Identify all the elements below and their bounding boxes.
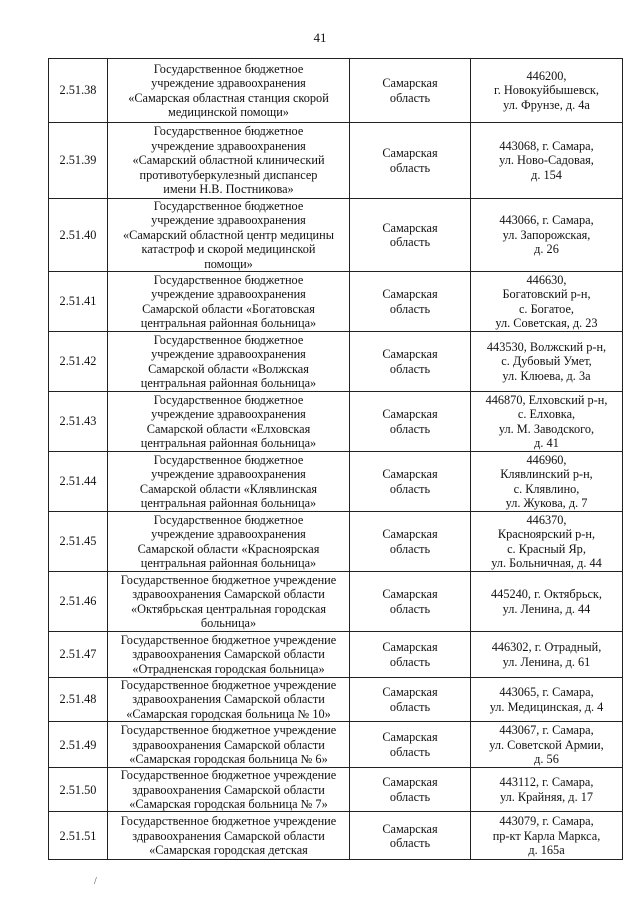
- region-name: Самарская область: [350, 272, 471, 332]
- institutions-table: [48, 58, 623, 860]
- institution-name: Государственное бюджетное учреждение здравоохранения Самарской области «Самарская городская больница № 6»: [108, 722, 350, 768]
- table-row: [49, 572, 623, 632]
- institution-name: Государственное бюджетное учреждение здравоохранения «Самарский областной центр медицины катастроф и скорой медицинской помощи»: [108, 199, 350, 272]
- row-number: 2.51.44: [49, 452, 108, 512]
- institution-address: 446200, г. Новокуйбышевск, ул. Фрунзе, д. 4а: [471, 59, 623, 123]
- institution-name: Государственное бюджетное учреждение здравоохранения Самарской области «Самарская городская больница № 10»: [108, 678, 350, 722]
- region-name: Самарская область: [350, 59, 471, 123]
- row-number: 2.51.51: [49, 812, 108, 860]
- row-number: 2.51.48: [49, 678, 108, 722]
- region-name: Самарская область: [350, 332, 471, 392]
- institution-name: Государственное бюджетное учреждение здравоохранения Самарской области «Елховская центральная районная больница»: [108, 392, 350, 452]
- region-name: Самарская область: [350, 768, 471, 812]
- row-number: 2.51.49: [49, 722, 108, 768]
- region-name: Самарская область: [350, 392, 471, 452]
- institution-name: Государственное бюджетное учреждение здравоохранения Самарской области «Октябрьская центральная городская больница»: [108, 572, 350, 632]
- institution-name: Государственное бюджетное учреждение здравоохранения Самарской области «Волжская центральная районная больница»: [108, 332, 350, 392]
- table-row: [49, 722, 623, 768]
- row-number: 2.51.39: [49, 123, 108, 199]
- region-name: Самарская область: [350, 572, 471, 632]
- institution-name: Государственное бюджетное учреждение здравоохранения Самарской области «Богатовская центральная районная больница»: [108, 272, 350, 332]
- region-name: Самарская область: [350, 632, 471, 678]
- table-row: [49, 272, 623, 332]
- region-name: Самарская область: [350, 512, 471, 572]
- institution-address: 446302, г. Отрадный, ул. Ленина, д. 61: [471, 632, 623, 678]
- institution-name: Государственное бюджетное учреждение здравоохранения «Самарская областная станция скорой медицинской помощи»: [108, 59, 350, 123]
- row-number: 2.51.47: [49, 632, 108, 678]
- institution-name: Государственное бюджетное учреждение здравоохранения Самарской области «Отрадненская городская больница»: [108, 632, 350, 678]
- institution-address: 443066, г. Самара, ул. Запорожская, д. 26: [471, 199, 623, 272]
- institution-address: 443067, г. Самара, ул. Советской Армии, д. 56: [471, 722, 623, 768]
- row-number: 2.51.40: [49, 199, 108, 272]
- region-name: Самарская область: [350, 678, 471, 722]
- institution-name: Государственное бюджетное учреждение здравоохранения Самарской области «Клявлинская центральная районная больница»: [108, 452, 350, 512]
- region-name: Самарская область: [350, 199, 471, 272]
- table-row: [49, 123, 623, 199]
- table-body: [49, 59, 623, 860]
- institution-address: 446870, Елховский р-н, с. Елховка, ул. М. Заводского, д. 41: [471, 392, 623, 452]
- scan-mark: /: [94, 876, 97, 887]
- region-name: Самарская область: [350, 722, 471, 768]
- region-name: Самарская область: [350, 452, 471, 512]
- institution-address: 446370, Красноярский р-н, с. Красный Яр, ул. Больничная, д. 44: [471, 512, 623, 572]
- table-row: [49, 812, 623, 860]
- row-number: 2.51.43: [49, 392, 108, 452]
- institution-address: 446630, Богатовский р-н, с. Богатое, ул. Советская, д. 23: [471, 272, 623, 332]
- institution-address: 443065, г. Самара, ул. Медицинская, д. 4: [471, 678, 623, 722]
- table-row: [49, 199, 623, 272]
- row-number: 2.51.41: [49, 272, 108, 332]
- table-row: [49, 332, 623, 392]
- institution-name: Государственное бюджетное учреждение здравоохранения Самарской области «Самарская городская детская: [108, 812, 350, 860]
- institution-address: 443112, г. Самара, ул. Крайняя, д. 17: [471, 768, 623, 812]
- row-number: 2.51.45: [49, 512, 108, 572]
- institution-address: 445240, г. Октябрьск, ул. Ленина, д. 44: [471, 572, 623, 632]
- table-row: [49, 452, 623, 512]
- institution-address: 443079, г. Самара, пр-кт Карла Маркса, д. 165а: [471, 812, 623, 860]
- table-row: [49, 392, 623, 452]
- institutions-table-wrapper: [48, 58, 610, 860]
- row-number: 2.51.46: [49, 572, 108, 632]
- row-number: 2.51.38: [49, 59, 108, 123]
- institution-address: 443530, Волжский р-н, с. Дубовый Умет, ул. Клюева, д. 3а: [471, 332, 623, 392]
- institution-address: 443068, г. Самара, ул. Ново-Садовая, д. 154: [471, 123, 623, 199]
- table-row: [49, 512, 623, 572]
- table-row: [49, 59, 623, 123]
- region-name: Самарская область: [350, 812, 471, 860]
- table-row: [49, 768, 623, 812]
- institution-name: Государственное бюджетное учреждение здравоохранения Самарской области «Красноярская центральная районная больница»: [108, 512, 350, 572]
- table-row: [49, 678, 623, 722]
- region-name: Самарская область: [350, 123, 471, 199]
- table-row: [49, 632, 623, 678]
- institution-address: 446960, Клявлинский р-н, с. Клявлино, ул. Жукова, д. 7: [471, 452, 623, 512]
- institution-name: Государственное бюджетное учреждение здравоохранения «Самарский областной клинический противотуберкулезный диспансер имени Н.В. Постникова»: [108, 123, 350, 199]
- row-number: 2.51.42: [49, 332, 108, 392]
- row-number: 2.51.50: [49, 768, 108, 812]
- page-number: 41: [313, 30, 327, 45]
- institution-name: Государственное бюджетное учреждение здравоохранения Самарской области «Самарская городская больница № 7»: [108, 768, 350, 812]
